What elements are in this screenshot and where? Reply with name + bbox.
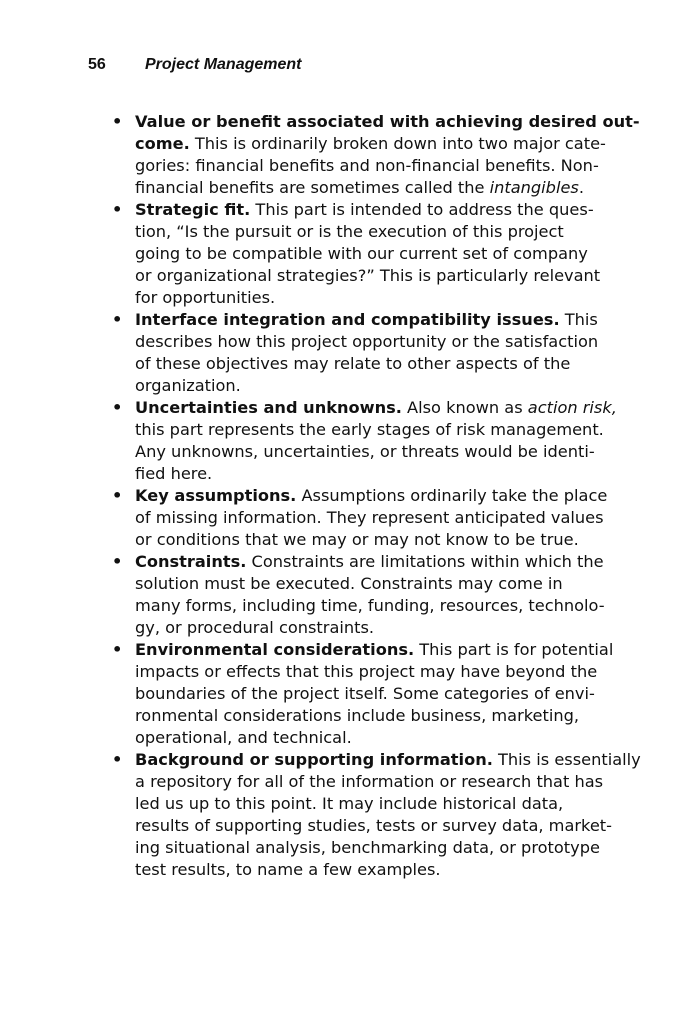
- running-head: [88, 55, 301, 75]
- item-term: Value or benefit associated with achieving desired out-: [135, 112, 640, 131]
- text-line: Uncertainties and unknowns. Also known as action risk,: [135, 398, 617, 417]
- text-line: Strategic fit. This part is intended to address the ques-: [135, 200, 594, 219]
- item-term: Interface integration and compatibility issues.: [135, 310, 560, 329]
- page-number: 56: [88, 56, 106, 73]
- text-line: operational, and technical.: [135, 728, 352, 747]
- text-line: gories: financial benefits and non-financial benefits. Non-: [135, 156, 599, 175]
- list-item-environmental: [112, 639, 614, 749]
- text-line: many forms, including time, funding, resources, technolo-: [135, 596, 605, 615]
- bullet-icon: •: [112, 112, 123, 131]
- text-line: gy, or procedural constraints.: [135, 618, 375, 637]
- text-line: ronmental considerations include business, marketing,: [135, 706, 580, 725]
- text-line: ing situational analysis, benchmarking data, or prototype: [135, 838, 600, 857]
- text-line: come. This is ordinarily broken down into two major cate-: [135, 134, 606, 153]
- text-line: Interface integration and compatibility issues. This: [135, 310, 598, 329]
- bullet-icon: •: [112, 310, 123, 329]
- bullet-icon: •: [112, 552, 123, 571]
- list-item-strategic-fit: [112, 199, 607, 309]
- text-line: this part represents the early stages of risk management.: [135, 420, 604, 439]
- item-term: come.: [135, 134, 190, 153]
- list-item-constraints: [112, 551, 607, 639]
- list-item-key-assumptions: [112, 485, 607, 551]
- list-item-interface-integration: [112, 309, 607, 397]
- text-line: a repository for all of the information or research that has: [135, 772, 604, 791]
- text-line: organization.: [135, 376, 241, 395]
- text-line: impacts or effects that this project may have beyond the: [135, 662, 598, 681]
- bullet-icon: •: [112, 640, 123, 659]
- text-line: fied here.: [135, 464, 213, 483]
- text-line: boundaries of the project itself. Some categories of envi-: [135, 684, 595, 703]
- list-item-uncertainties: [112, 397, 617, 485]
- item-term: Strategic fit.: [135, 200, 251, 219]
- list-item-value-benefit: [112, 111, 640, 199]
- text-line: of these objectives may relate to other aspects of the: [135, 354, 571, 373]
- text-line: for opportunities.: [135, 288, 276, 307]
- item-term: Background or supporting information.: [135, 750, 493, 769]
- bullet-icon: •: [112, 398, 123, 417]
- text-line: [135, 111, 640, 133]
- text-line: going to be compatible with our current set of company: [135, 244, 588, 263]
- text-line: tion, “Is the pursuit or is the execution of this project: [135, 222, 564, 241]
- bullet-icon: •: [112, 200, 123, 219]
- text-line: or organizational strategies?” This is particularly relevant: [135, 266, 601, 285]
- text-line: of missing information. They represent anticipated values: [135, 508, 604, 527]
- text-line: or conditions that we may or may not know to be true.: [135, 530, 579, 549]
- text-line: Key assumptions. Assumptions ordinarily take the place: [135, 486, 608, 505]
- item-term: Uncertainties and unknowns.: [135, 398, 402, 417]
- text-line: test results, to name a few examples.: [135, 860, 441, 879]
- emphasis: action risk,: [527, 398, 617, 417]
- text-line: Constraints. Constraints are limitations within which the: [135, 552, 604, 571]
- item-term: Key assumptions.: [135, 486, 297, 505]
- text-line: financial benefits are sometimes called the intangibles.: [135, 178, 585, 197]
- bullet-list: [112, 111, 641, 881]
- text-line: led us up to this point. It may include historical data,: [135, 794, 564, 813]
- text-line: results of supporting studies, tests or survey data, market-: [135, 816, 612, 835]
- text-line: Any unknowns, uncertainties, or threats would be identi-: [135, 442, 595, 461]
- list-item-background: [112, 749, 641, 881]
- text-line: Background or supporting information. This is essentially: [135, 750, 641, 769]
- text-line: describes how this project opportunity or the satisfaction: [135, 332, 599, 351]
- bullet-icon: •: [112, 750, 123, 769]
- emphasis: intangibles: [489, 178, 579, 197]
- text-line: Environmental considerations. This part is for potential: [135, 640, 614, 659]
- running-title: Project Management: [145, 56, 302, 73]
- item-term: Constraints.: [135, 552, 247, 571]
- bullet-icon: •: [112, 486, 123, 505]
- text-line: solution must be executed. Constraints may come in: [135, 574, 563, 593]
- item-term: Environmental considerations.: [135, 640, 415, 659]
